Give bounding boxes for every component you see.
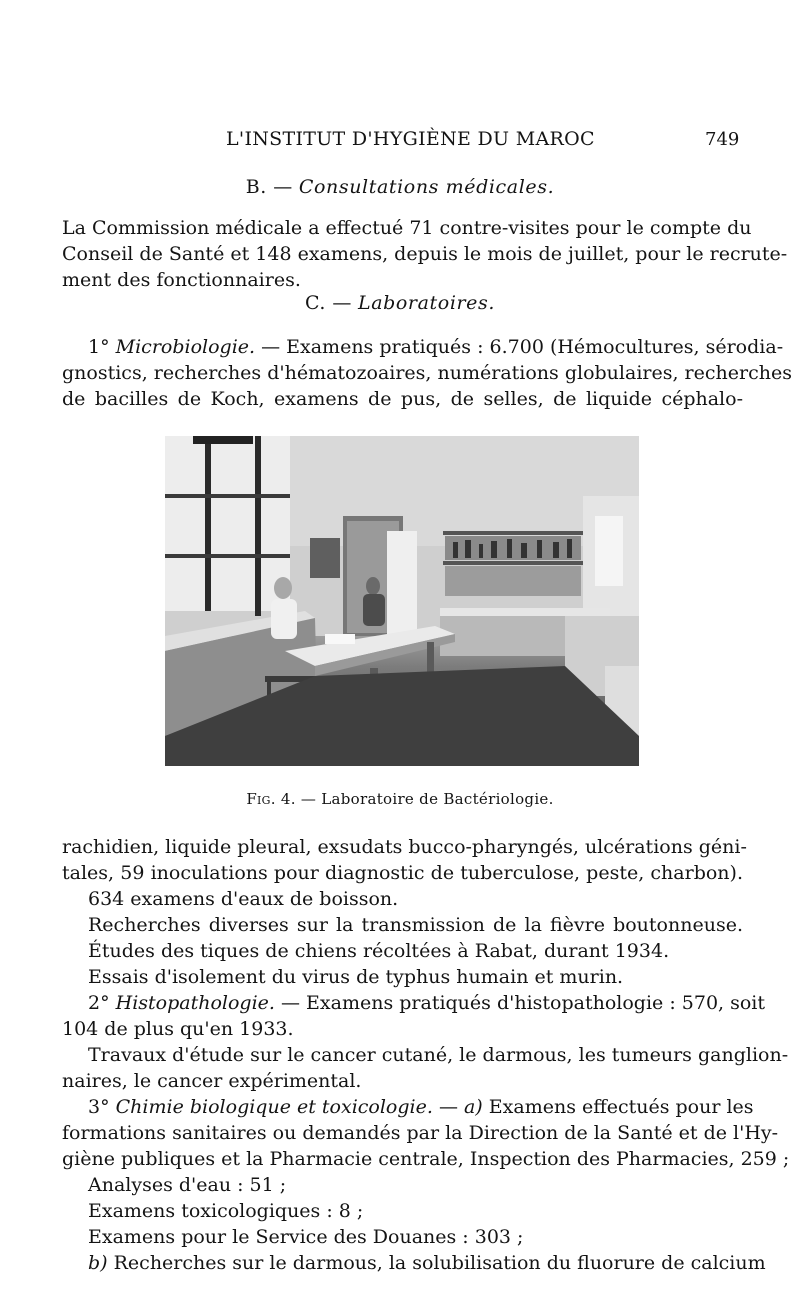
paragraph-line: formations sanitaires ou demandés par la Direction de la Santé et de l'Hy- — [62, 1122, 779, 1144]
running-head — [0, 128, 800, 152]
running-head-title: L'INSTITUT D'HYGIÈNE DU MAROC — [226, 128, 595, 150]
subsection-title: Chimie biologique et toxicologie. — [115, 1096, 433, 1118]
paragraph-line: tales, 59 inoculations pour diagnostic de tuberculose, peste, charbon). — [62, 862, 743, 884]
microbiologie-line-1 — [88, 334, 784, 360]
histopathologie-line-1 — [88, 990, 766, 1016]
paragraph-line: naires, le cancer expérimental. — [62, 1070, 362, 1092]
subsection-title: Histopathologie. — [115, 992, 275, 1014]
paragraph-line: rachidien, liquide pleural, exsudats bucco-pharyngés, ulcérations géni- — [62, 836, 747, 858]
chimie-dash: — — [438, 1096, 458, 1118]
paragraph-line: Analyses d'eau : 51 ; — [88, 1174, 287, 1196]
page-number: 749 — [705, 129, 740, 150]
paragraph-line: gnostics, recherches d'hématozoaires, numérations globulaires, recherches — [62, 362, 792, 384]
section-heading-b-title: Consultations médicales. — [298, 176, 555, 198]
paragraph-line: Recherches diverses sur la transmission de la fièvre boutonneuse. — [88, 914, 743, 936]
subsection-number: 1° — [88, 336, 110, 358]
chimie-item-b: b) — [88, 1252, 108, 1274]
paragraph-line: ment des fonctionnaires. — [62, 269, 301, 291]
paragraph-line: Conseil de Santé et 148 examens, depuis le mois de juillet, pour le recrute- — [62, 243, 788, 265]
chimie-line-7 — [88, 1250, 766, 1276]
paragraph-line: de bacilles de Koch, examens de pus, de selles, de liquide céphalo- — [62, 388, 743, 410]
section-heading-c — [0, 292, 800, 314]
microbiologie-line-1-text: — Examens pratiqués : 6.700 (Hémocultures, sérodia- — [261, 336, 784, 358]
laboratory-photograph-illustration — [165, 436, 639, 766]
chimie-line-1 — [88, 1094, 754, 1120]
paragraph-line: Examens toxicologiques : 8 ; — [88, 1200, 364, 1222]
histopathologie-line-1-text: — Examens pratiqués d'histopathologie : 570, soit — [281, 992, 766, 1014]
subsection-title: Microbiologie. — [115, 336, 256, 358]
paragraph-line: Études des tiques de chiens récoltées à Rabat, durant 1934. — [88, 940, 670, 962]
subsection-number: 3° — [88, 1096, 110, 1118]
subsection-number: 2° — [88, 992, 110, 1014]
chimie-line-7-text: Recherches sur le darmous, la solubilisation du fluorure de calcium — [113, 1252, 766, 1274]
paragraph-line: 104 de plus qu'en 1933. — [62, 1018, 294, 1040]
figure-caption — [0, 790, 800, 808]
section-heading-c-title: Laboratoires. — [357, 292, 496, 314]
section-heading-b — [0, 176, 800, 198]
chimie-line-1-text: Examens effectués pour les — [488, 1096, 754, 1118]
paragraph-line: La Commission médicale a effectué 71 contre-visites pour le compte du — [62, 217, 752, 239]
section-heading-c-letter: C. — — [304, 292, 352, 314]
figure-label: Fig. 4. — [246, 790, 296, 808]
laboratory-photograph — [165, 436, 639, 766]
figure-caption-text: — Laboratoire de Bactériologie. — [300, 790, 554, 808]
chimie-item-a: a) — [463, 1096, 483, 1118]
paragraph-line: Travaux d'étude sur le cancer cutané, le darmous, les tumeurs ganglion- — [88, 1044, 789, 1066]
section-heading-b-letter: B. — — [245, 176, 293, 198]
paragraph-line: giène publiques et la Pharmacie centrale, Inspection des Pharmacies, 259 ; — [62, 1148, 790, 1170]
paragraph-line: 634 examens d'eaux de boisson. — [88, 888, 399, 910]
paragraph-line: Essais d'isolement du virus de typhus humain et murin. — [88, 966, 624, 988]
paragraph-line: Examens pour le Service des Douanes : 303 ; — [88, 1226, 524, 1248]
